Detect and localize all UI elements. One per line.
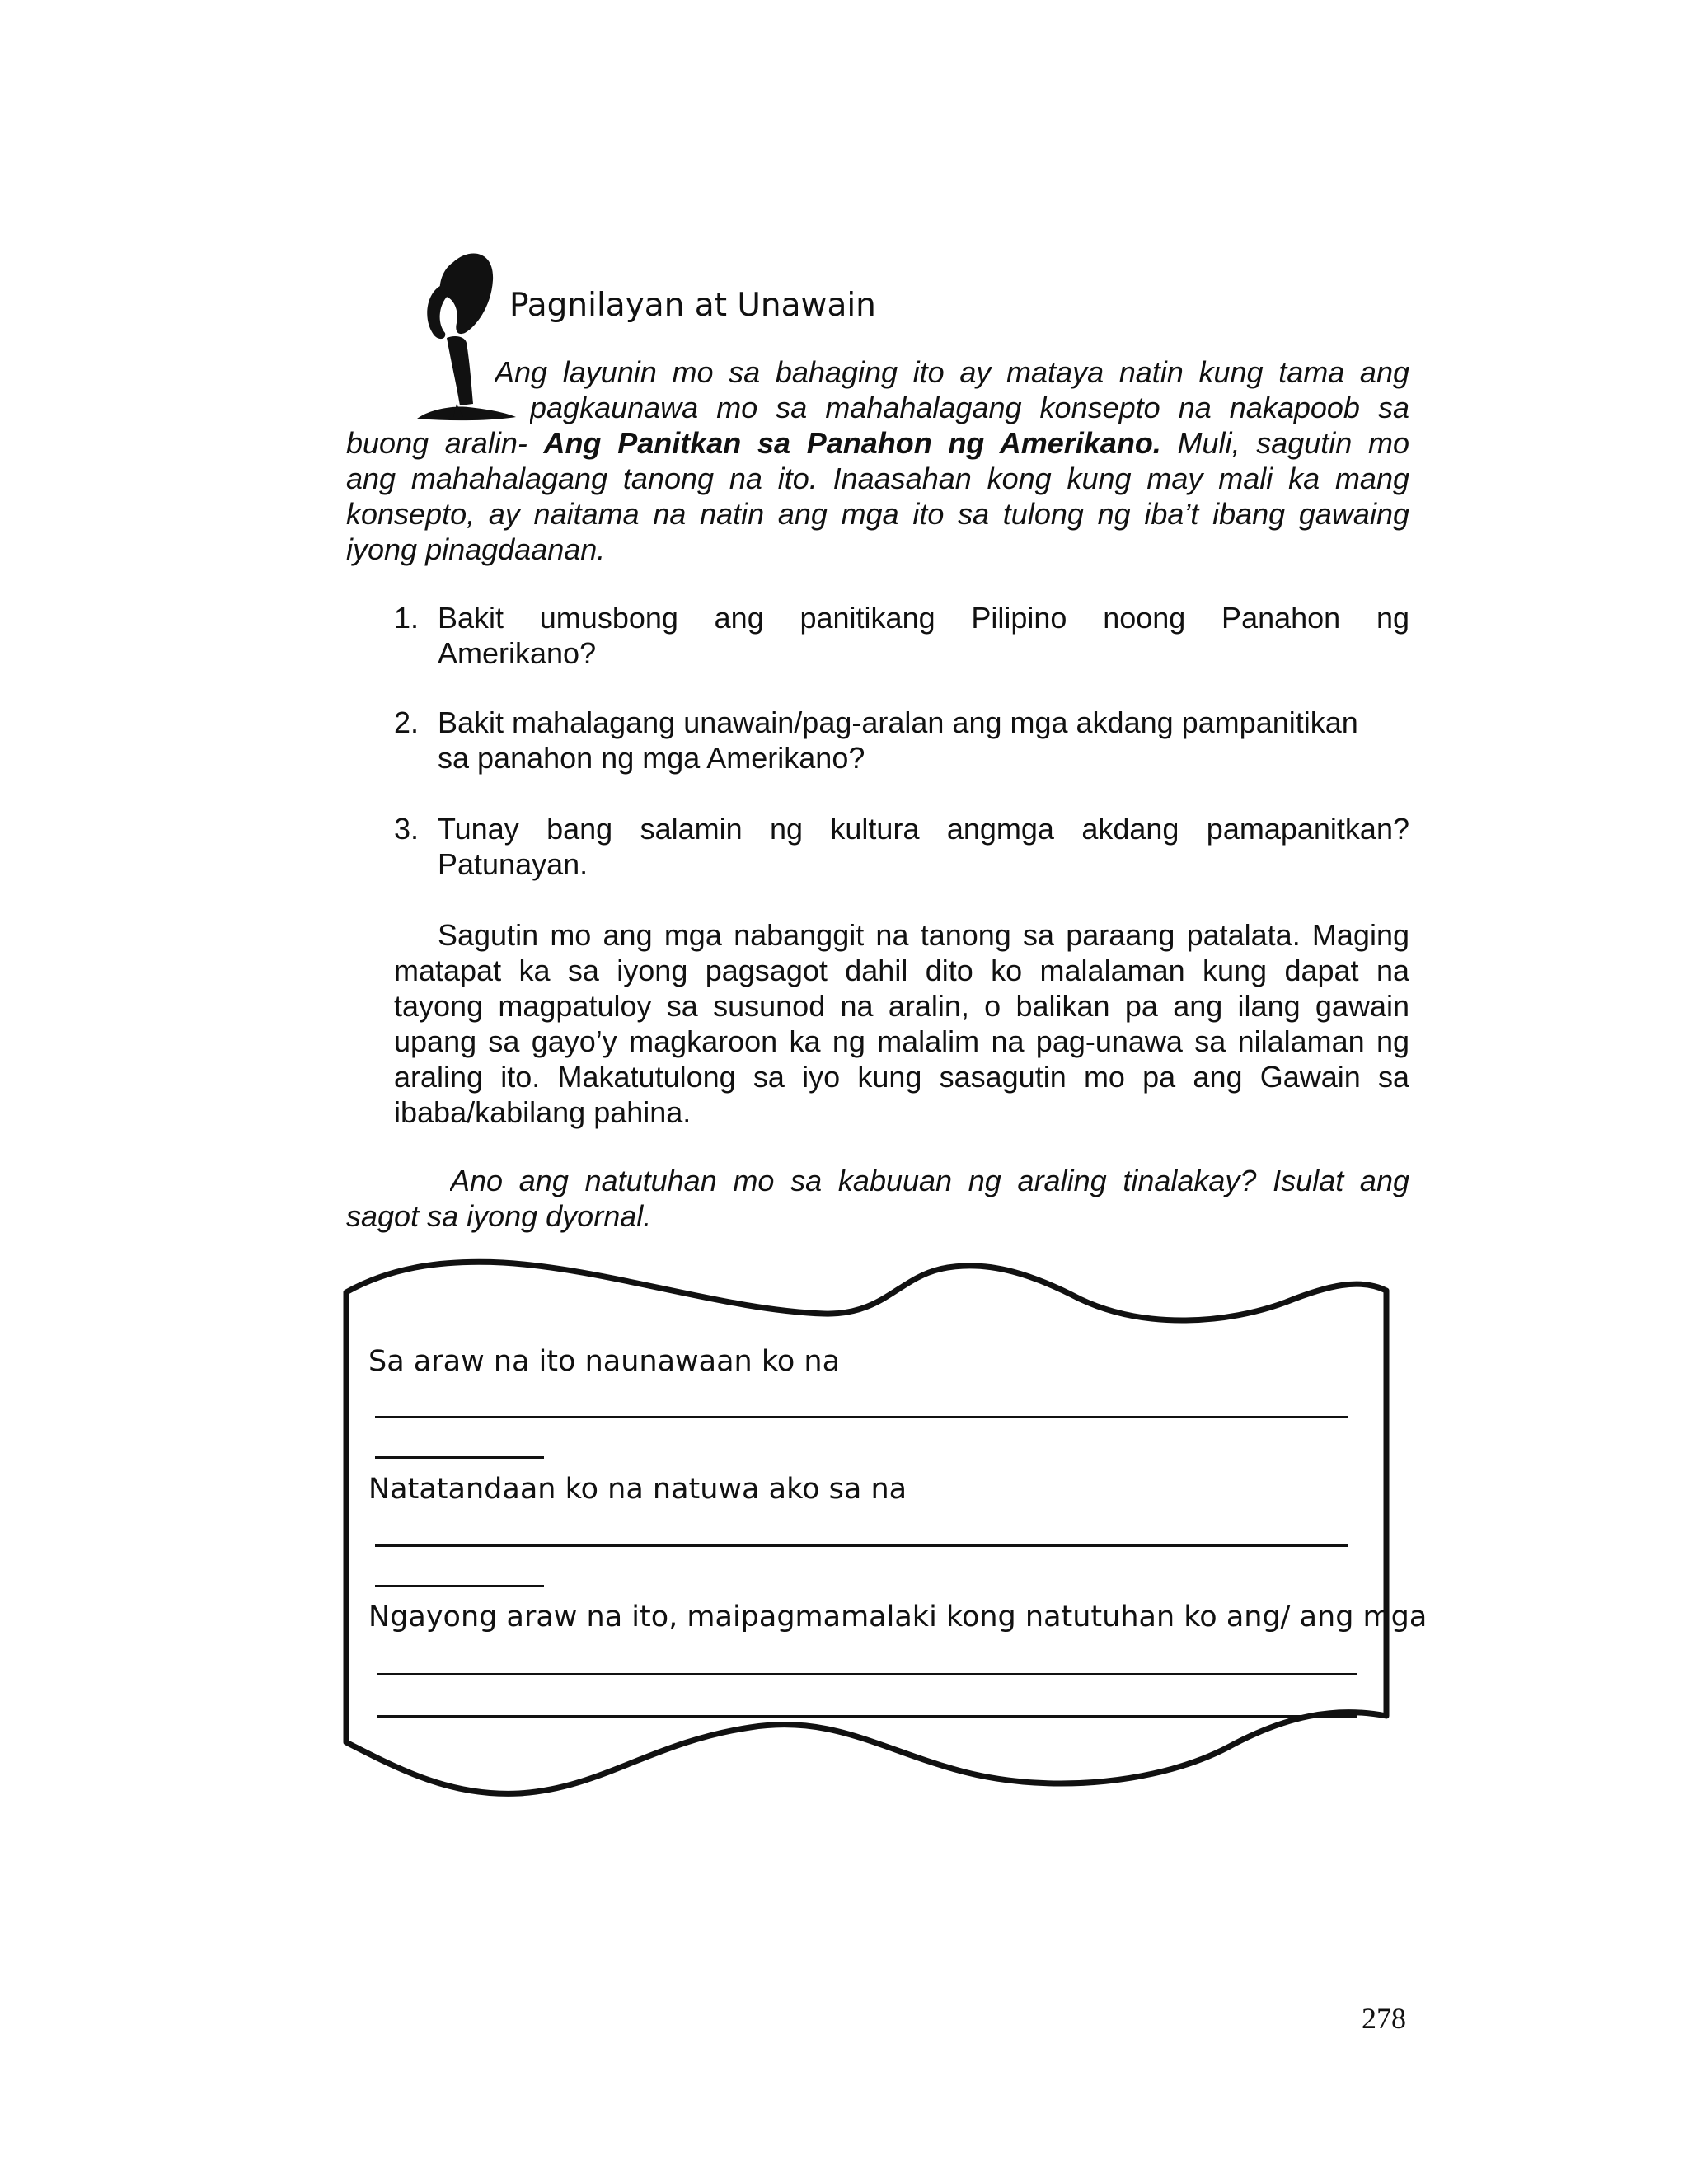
question-text: Amerikano? [438, 636, 597, 670]
answer-blank[interactable] [375, 1416, 1348, 1418]
question-text: Bakit umusbong ang panitikang Pilipino noong Panahon ng [438, 601, 1409, 635]
journal-prompt-remember: Natatandaan ko na natuwa ako sa na [368, 1473, 907, 1506]
instructions-line: tayong magpatuloy sa susunod na aralin, o balikan pa ang ilang gawain [394, 989, 1409, 1023]
question-text: Bakit mahalagang unawain/pag-aralan ang mga akdang pampanitikan [438, 705, 1358, 739]
journal-frame [338, 1244, 1401, 1805]
question-text: Patunayan. [438, 847, 588, 881]
journal-prompt-proud: Ngayong araw na ito, maipagmamalaki kong natutuhan ko ang/ ang mga [368, 1601, 1428, 1633]
answer-blank[interactable] [377, 1673, 1357, 1675]
answer-blank[interactable] [375, 1456, 544, 1459]
intro-line-6: iyong pinagdaanan. [346, 532, 606, 566]
answer-blank[interactable] [375, 1585, 544, 1587]
question-number: 2. [394, 705, 420, 739]
question-text: Tunay bang salamin ng kultura angmga akdang pamapanitkan? [438, 812, 1409, 846]
intro-line-3 [346, 425, 1409, 461]
intro-line-1: Ang layunin mo sa bahaging ito ay mataya natin kung tama ang [495, 355, 1409, 389]
question-text: sa panahon ng mga Amerikano? [438, 741, 865, 775]
instructions-line: araling ito. Makatutulong sa iyo kung sasagutin mo pa ang Gawain sa [394, 1060, 1409, 1094]
journal-prompt-line-1: Ano ang natutuhan mo sa kabuuan ng araling tinalakay? Isulat ang [450, 1164, 1409, 1197]
answer-blank[interactable] [377, 1715, 1357, 1718]
answer-blank[interactable] [375, 1544, 1348, 1547]
instructions-line: Sagutin mo ang mga nabanggit na tanong sa paraang patalata. Maging [438, 918, 1409, 952]
section-title: Pagnilayan at Unawain [509, 287, 876, 324]
journal-prompt-line-2: sagot sa iyong dyornal. [346, 1199, 652, 1233]
instructions-line: ibaba/kabilang pahina. [394, 1095, 692, 1129]
intro-line-4: ang mahahalagang tanong na ito. Inaasahan kong kung may mali ka mang [346, 462, 1409, 495]
instructions-line: matapat ka sa iyong pagsagot dahil dito ko malalaman kung dapat na [394, 954, 1409, 987]
journal-prompt-understood: Sa araw na ito naunawaan ko na [368, 1345, 841, 1378]
intro-line-5: konsepto, ay naitama na natin ang mga ito sa tulong ng iba’t ibang gawaing [346, 497, 1409, 531]
intro-line-3-start: buong aralin- [346, 426, 544, 460]
page-number: 278 [1362, 2002, 1406, 2035]
question-number: 1. [394, 601, 420, 635]
instructions-line: upang sa gayo’y magkaroon ka ng malalim na pag-unawa sa nilalaman ng [394, 1024, 1409, 1058]
question-number: 3. [394, 812, 420, 846]
lesson-title: Ang Panitkan sa Panahon ng Amerikano. [543, 426, 1161, 460]
intro-line-3-end: Muli, sagutin mo [1160, 426, 1409, 460]
intro-line-2: pagkaunawa mo sa mahahalagang konsepto na nakapoob sa [530, 391, 1409, 424]
